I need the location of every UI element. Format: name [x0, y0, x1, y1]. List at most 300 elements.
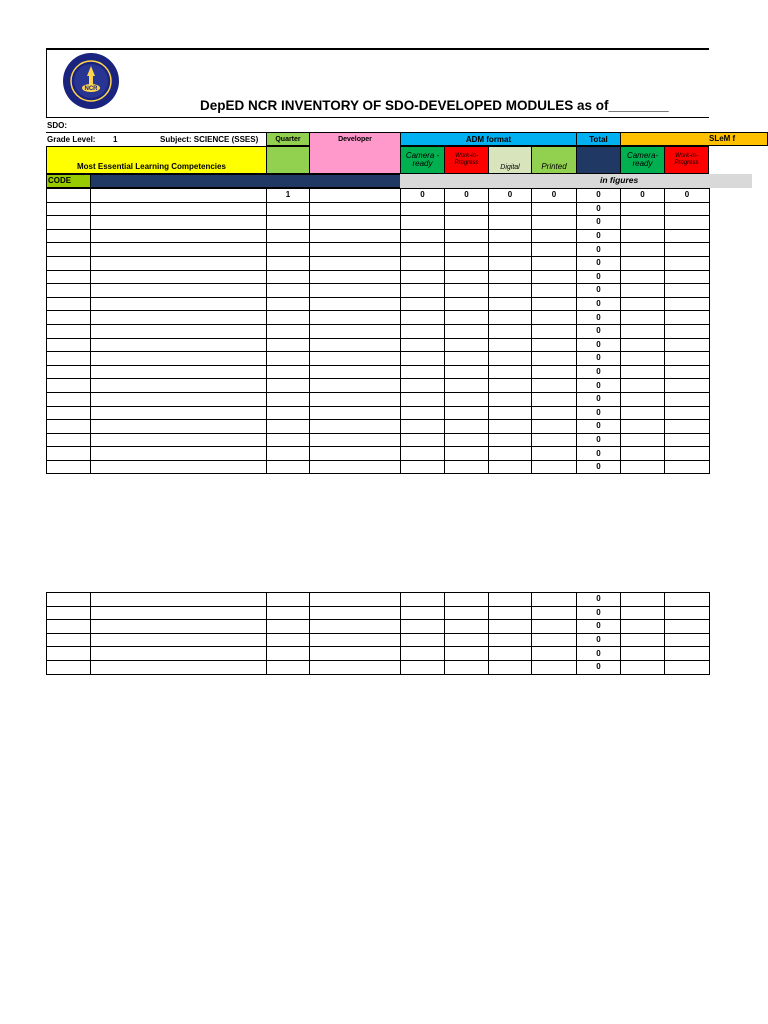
adm-digital-cell[interactable] [489, 284, 532, 298]
slem-wip-cell[interactable] [665, 633, 710, 647]
slem-camera-ready-cell[interactable]: 0 [621, 189, 665, 203]
code-cell[interactable] [47, 660, 91, 674]
developer-cell[interactable] [310, 324, 401, 338]
adm-digital-cell[interactable] [489, 660, 532, 674]
competency-cell[interactable] [91, 420, 267, 434]
adm-camera-ready-cell[interactable] [401, 392, 445, 406]
adm-printed-cell[interactable] [532, 338, 577, 352]
total-cell[interactable]: 0 [577, 606, 621, 620]
competency-cell[interactable] [91, 229, 267, 243]
slem-wip-cell[interactable] [665, 311, 710, 325]
slem-wip-cell[interactable] [665, 284, 710, 298]
adm-camera-ready-cell[interactable] [401, 433, 445, 447]
quarter-cell[interactable] [267, 593, 310, 607]
adm-camera-ready-cell[interactable] [401, 593, 445, 607]
slem-wip-cell[interactable] [665, 202, 710, 216]
quarter-cell[interactable]: 1 [267, 189, 310, 203]
developer-cell[interactable] [310, 606, 401, 620]
slem-wip-cell[interactable] [665, 338, 710, 352]
adm-printed-cell[interactable] [532, 433, 577, 447]
adm-digital-cell[interactable] [489, 324, 532, 338]
competency-cell[interactable] [91, 297, 267, 311]
adm-wip-cell[interactable] [445, 633, 489, 647]
code-cell[interactable] [47, 352, 91, 366]
quarter-cell[interactable] [267, 365, 310, 379]
quarter-cell[interactable] [267, 379, 310, 393]
adm-camera-ready-cell[interactable] [401, 202, 445, 216]
developer-cell[interactable] [310, 243, 401, 257]
adm-wip-cell[interactable] [445, 243, 489, 257]
slem-wip-cell[interactable] [665, 647, 710, 661]
competency-cell[interactable] [91, 433, 267, 447]
slem-camera-ready-cell[interactable] [621, 392, 665, 406]
developer-cell[interactable] [310, 352, 401, 366]
adm-digital-cell[interactable] [489, 633, 532, 647]
quarter-cell[interactable] [267, 447, 310, 461]
adm-wip-cell[interactable] [445, 620, 489, 634]
adm-digital-cell[interactable] [489, 606, 532, 620]
adm-camera-ready-cell[interactable] [401, 420, 445, 434]
slem-wip-cell[interactable] [665, 392, 710, 406]
slem-wip-cell[interactable] [665, 352, 710, 366]
competency-cell[interactable] [91, 365, 267, 379]
slem-camera-ready-cell[interactable] [621, 216, 665, 230]
adm-digital-cell[interactable] [489, 270, 532, 284]
adm-wip-cell[interactable] [445, 256, 489, 270]
quarter-cell[interactable] [267, 311, 310, 325]
total-cell[interactable]: 0 [577, 593, 621, 607]
adm-printed-cell[interactable] [532, 606, 577, 620]
total-cell[interactable]: 0 [577, 620, 621, 634]
adm-printed-cell[interactable] [532, 379, 577, 393]
adm-camera-ready-cell[interactable] [401, 620, 445, 634]
developer-cell[interactable] [310, 379, 401, 393]
adm-digital-cell[interactable] [489, 433, 532, 447]
slem-camera-ready-cell[interactable] [621, 433, 665, 447]
slem-camera-ready-cell[interactable] [621, 420, 665, 434]
slem-wip-cell[interactable]: 0 [665, 189, 710, 203]
adm-digital-cell[interactable] [489, 229, 532, 243]
adm-printed-cell[interactable] [532, 660, 577, 674]
total-cell[interactable]: 0 [577, 352, 621, 366]
total-cell[interactable]: 0 [577, 379, 621, 393]
slem-wip-cell[interactable] [665, 406, 710, 420]
adm-wip-cell[interactable] [445, 324, 489, 338]
adm-wip-cell[interactable] [445, 460, 489, 474]
slem-camera-ready-cell[interactable] [621, 647, 665, 661]
slem-wip-cell[interactable] [665, 420, 710, 434]
slem-wip-cell[interactable] [665, 433, 710, 447]
competency-cell[interactable] [91, 311, 267, 325]
code-cell[interactable] [47, 447, 91, 461]
slem-camera-ready-cell[interactable] [621, 338, 665, 352]
adm-wip-cell[interactable] [445, 647, 489, 661]
adm-wip-cell[interactable] [445, 606, 489, 620]
adm-camera-ready-cell[interactable] [401, 406, 445, 420]
competency-cell[interactable] [91, 633, 267, 647]
code-cell[interactable] [47, 202, 91, 216]
total-cell[interactable]: 0 [577, 447, 621, 461]
developer-cell[interactable] [310, 311, 401, 325]
adm-camera-ready-cell[interactable] [401, 284, 445, 298]
slem-wip-cell[interactable] [665, 660, 710, 674]
developer-cell[interactable] [310, 284, 401, 298]
quarter-cell[interactable] [267, 256, 310, 270]
adm-camera-ready-cell[interactable] [401, 633, 445, 647]
adm-printed-cell[interactable] [532, 620, 577, 634]
quarter-cell[interactable] [267, 324, 310, 338]
total-cell[interactable]: 0 [577, 365, 621, 379]
slem-camera-ready-cell[interactable] [621, 311, 665, 325]
code-cell[interactable] [47, 297, 91, 311]
total-cell[interactable]: 0 [577, 311, 621, 325]
quarter-cell[interactable] [267, 606, 310, 620]
adm-printed-cell[interactable] [532, 324, 577, 338]
adm-wip-cell[interactable] [445, 365, 489, 379]
slem-wip-cell[interactable] [665, 270, 710, 284]
total-cell[interactable]: 0 [577, 406, 621, 420]
adm-printed-cell[interactable] [532, 633, 577, 647]
slem-camera-ready-cell[interactable] [621, 202, 665, 216]
adm-wip-cell[interactable] [445, 406, 489, 420]
adm-printed-cell[interactable] [532, 270, 577, 284]
adm-wip-cell[interactable] [445, 297, 489, 311]
code-cell[interactable] [47, 606, 91, 620]
quarter-cell[interactable] [267, 660, 310, 674]
developer-cell[interactable] [310, 338, 401, 352]
code-cell[interactable] [47, 433, 91, 447]
quarter-cell[interactable] [267, 392, 310, 406]
adm-wip-cell[interactable] [445, 216, 489, 230]
total-cell[interactable]: 0 [577, 324, 621, 338]
slem-camera-ready-cell[interactable] [621, 606, 665, 620]
adm-digital-cell[interactable] [489, 338, 532, 352]
slem-camera-ready-cell[interactable] [621, 660, 665, 674]
adm-printed-cell[interactable] [532, 365, 577, 379]
developer-cell[interactable] [310, 647, 401, 661]
adm-camera-ready-cell[interactable] [401, 256, 445, 270]
slem-camera-ready-cell[interactable] [621, 297, 665, 311]
slem-camera-ready-cell[interactable] [621, 284, 665, 298]
competency-cell[interactable] [91, 379, 267, 393]
total-cell[interactable]: 0 [577, 338, 621, 352]
adm-printed-cell[interactable] [532, 406, 577, 420]
developer-cell[interactable] [310, 365, 401, 379]
adm-digital-cell[interactable] [489, 379, 532, 393]
adm-wip-cell[interactable] [445, 420, 489, 434]
quarter-cell[interactable] [267, 433, 310, 447]
quarter-cell[interactable] [267, 229, 310, 243]
competency-cell[interactable] [91, 620, 267, 634]
code-cell[interactable] [47, 647, 91, 661]
developer-cell[interactable] [310, 406, 401, 420]
competency-cell[interactable] [91, 243, 267, 257]
total-cell[interactable]: 0 [577, 647, 621, 661]
adm-printed-cell[interactable] [532, 243, 577, 257]
code-cell[interactable] [47, 189, 91, 203]
adm-camera-ready-cell[interactable] [401, 338, 445, 352]
code-cell[interactable] [47, 379, 91, 393]
slem-wip-cell[interactable] [665, 620, 710, 634]
slem-camera-ready-cell[interactable] [621, 365, 665, 379]
quarter-cell[interactable] [267, 620, 310, 634]
total-cell[interactable]: 0 [577, 243, 621, 257]
slem-camera-ready-cell[interactable] [621, 460, 665, 474]
adm-camera-ready-cell[interactable] [401, 660, 445, 674]
adm-digital-cell[interactable] [489, 352, 532, 366]
code-cell[interactable] [47, 392, 91, 406]
adm-printed-cell[interactable] [532, 229, 577, 243]
slem-camera-ready-cell[interactable] [621, 352, 665, 366]
adm-digital-cell[interactable] [489, 620, 532, 634]
competency-cell[interactable] [91, 338, 267, 352]
adm-camera-ready-cell[interactable] [401, 311, 445, 325]
competency-cell[interactable] [91, 647, 267, 661]
competency-cell[interactable] [91, 324, 267, 338]
slem-camera-ready-cell[interactable] [621, 379, 665, 393]
slem-camera-ready-cell[interactable] [621, 406, 665, 420]
adm-wip-cell[interactable] [445, 379, 489, 393]
adm-printed-cell[interactable] [532, 460, 577, 474]
adm-printed-cell[interactable] [532, 311, 577, 325]
competency-cell[interactable] [91, 593, 267, 607]
adm-wip-cell[interactable] [445, 284, 489, 298]
competency-cell[interactable] [91, 284, 267, 298]
quarter-cell[interactable] [267, 338, 310, 352]
adm-wip-cell[interactable] [445, 352, 489, 366]
adm-wip-cell[interactable] [445, 660, 489, 674]
adm-wip-cell[interactable] [445, 311, 489, 325]
developer-cell[interactable] [310, 447, 401, 461]
table-row [47, 256, 710, 270]
code-cell[interactable] [47, 284, 91, 298]
adm-printed-cell[interactable] [532, 256, 577, 270]
slem-wip-cell[interactable] [665, 447, 710, 461]
adm-digital-cell[interactable] [489, 365, 532, 379]
code-cell[interactable] [47, 593, 91, 607]
adm-digital-cell[interactable] [489, 256, 532, 270]
adm-printed-cell[interactable] [532, 593, 577, 607]
total-cell[interactable]: 0 [577, 189, 621, 203]
adm-wip-cell[interactable] [445, 593, 489, 607]
quarter-cell[interactable] [267, 352, 310, 366]
adm-digital-cell[interactable] [489, 420, 532, 434]
adm-camera-ready-cell[interactable] [401, 243, 445, 257]
slem-camera-ready-cell[interactable] [621, 243, 665, 257]
quarter-cell[interactable] [267, 284, 310, 298]
total-cell[interactable]: 0 [577, 216, 621, 230]
competency-cell[interactable] [91, 406, 267, 420]
adm-printed-cell[interactable] [532, 284, 577, 298]
adm-printed-cell[interactable] [532, 352, 577, 366]
adm-wip-cell[interactable]: 0 [445, 189, 489, 203]
adm-camera-ready-cell[interactable] [401, 606, 445, 620]
code-cell[interactable] [47, 620, 91, 634]
developer-cell[interactable] [310, 620, 401, 634]
slem-wip-cell[interactable] [665, 216, 710, 230]
competency-cell[interactable] [91, 189, 267, 203]
total-cell[interactable]: 0 [577, 202, 621, 216]
quarter-cell[interactable] [267, 216, 310, 230]
total-cell[interactable]: 0 [577, 284, 621, 298]
adm-camera-ready-cell[interactable] [401, 460, 445, 474]
adm-digital-cell[interactable] [489, 406, 532, 420]
slem-camera-ready-cell[interactable] [621, 620, 665, 634]
adm-wip-cell[interactable] [445, 202, 489, 216]
code-cell[interactable] [47, 460, 91, 474]
quarter-cell[interactable] [267, 647, 310, 661]
slem-wip-cell[interactable] [665, 324, 710, 338]
code-cell[interactable] [47, 256, 91, 270]
slem-wip-cell[interactable] [665, 229, 710, 243]
code-cell[interactable] [47, 229, 91, 243]
adm-printed-cell[interactable] [532, 447, 577, 461]
adm-wip-cell[interactable] [445, 392, 489, 406]
adm-digital-cell[interactable]: 0 [489, 189, 532, 203]
total-cell[interactable]: 0 [577, 433, 621, 447]
adm-digital-cell[interactable] [489, 593, 532, 607]
competency-cell[interactable] [91, 202, 267, 216]
developer-cell[interactable] [310, 229, 401, 243]
code-cell[interactable] [47, 365, 91, 379]
developer-cell[interactable] [310, 460, 401, 474]
adm-camera-ready-cell[interactable] [401, 297, 445, 311]
adm-printed-cell[interactable] [532, 420, 577, 434]
code-cell[interactable] [47, 324, 91, 338]
total-cell[interactable]: 0 [577, 460, 621, 474]
adm-digital-cell[interactable] [489, 243, 532, 257]
adm-camera-ready-cell[interactable] [401, 447, 445, 461]
adm-digital-cell[interactable] [489, 216, 532, 230]
slem-camera-ready-cell[interactable] [621, 229, 665, 243]
adm-printed-cell[interactable] [532, 202, 577, 216]
slem-wip-cell[interactable] [665, 365, 710, 379]
adm-camera-ready-cell[interactable] [401, 216, 445, 230]
competency-cell[interactable] [91, 392, 267, 406]
competency-cell[interactable] [91, 256, 267, 270]
total-cell[interactable]: 0 [577, 256, 621, 270]
developer-cell[interactable] [310, 202, 401, 216]
slem-wip-cell[interactable] [665, 297, 710, 311]
adm-printed-cell[interactable]: 0 [532, 189, 577, 203]
adm-digital-cell[interactable] [489, 202, 532, 216]
slem-wip-cell[interactable] [665, 460, 710, 474]
slem-camera-ready-cell[interactable] [621, 324, 665, 338]
adm-camera-ready-cell[interactable] [401, 324, 445, 338]
code-cell[interactable] [47, 420, 91, 434]
quarter-cell[interactable] [267, 420, 310, 434]
adm-wip-cell[interactable] [445, 229, 489, 243]
slem-camera-ready-cell[interactable] [621, 270, 665, 284]
developer-cell[interactable] [310, 593, 401, 607]
competency-cell[interactable] [91, 216, 267, 230]
competency-cell[interactable] [91, 660, 267, 674]
adm-camera-ready-cell[interactable] [401, 365, 445, 379]
slem-camera-ready-cell[interactable] [621, 633, 665, 647]
slem-wip-cell[interactable] [665, 379, 710, 393]
developer-cell[interactable] [310, 392, 401, 406]
code-cell[interactable] [47, 338, 91, 352]
total-cell[interactable]: 0 [577, 633, 621, 647]
total-cell[interactable]: 0 [577, 229, 621, 243]
total-cell[interactable]: 0 [577, 297, 621, 311]
quarter-cell[interactable] [267, 202, 310, 216]
quarter-cell[interactable] [267, 243, 310, 257]
developer-cell[interactable] [310, 189, 401, 203]
slem-camera-ready-cell[interactable] [621, 256, 665, 270]
developer-cell[interactable] [310, 660, 401, 674]
developer-cell[interactable] [310, 433, 401, 447]
sdo-row-line [46, 132, 266, 133]
developer-cell[interactable] [310, 633, 401, 647]
slem-camera-ready-cell[interactable] [621, 593, 665, 607]
quarter-cell[interactable] [267, 297, 310, 311]
adm-wip-cell[interactable] [445, 433, 489, 447]
adm-digital-cell[interactable] [489, 392, 532, 406]
adm-wip-cell[interactable] [445, 338, 489, 352]
code-cell[interactable] [47, 216, 91, 230]
code-cell[interactable] [47, 270, 91, 284]
competency-cell[interactable] [91, 352, 267, 366]
quarter-cell[interactable] [267, 406, 310, 420]
slem-wip-cell[interactable] [665, 243, 710, 257]
slem-wip-cell[interactable] [665, 606, 710, 620]
adm-camera-ready-cell[interactable] [401, 352, 445, 366]
adm-camera-ready-cell[interactable] [401, 647, 445, 661]
slem-wip-cell[interactable] [665, 593, 710, 607]
code-cell[interactable] [47, 311, 91, 325]
total-cell[interactable]: 0 [577, 392, 621, 406]
adm-wip-cell[interactable] [445, 447, 489, 461]
competency-cell[interactable] [91, 460, 267, 474]
quarter-cell[interactable] [267, 270, 310, 284]
code-cell[interactable] [47, 243, 91, 257]
developer-cell[interactable] [310, 420, 401, 434]
competency-cell[interactable] [91, 447, 267, 461]
total-cell[interactable]: 0 [577, 420, 621, 434]
adm-camera-ready-cell[interactable]: 0 [401, 189, 445, 203]
adm-digital-cell[interactable] [489, 311, 532, 325]
adm-camera-ready-cell[interactable] [401, 379, 445, 393]
adm-digital-cell[interactable] [489, 460, 532, 474]
slem-wip-cell[interactable] [665, 256, 710, 270]
adm-digital-cell[interactable] [489, 447, 532, 461]
competency-cell[interactable] [91, 606, 267, 620]
developer-cell[interactable] [310, 216, 401, 230]
adm-digital-cell[interactable] [489, 297, 532, 311]
adm-camera-ready-cell[interactable] [401, 229, 445, 243]
competency-cell[interactable] [91, 270, 267, 284]
developer-cell[interactable] [310, 270, 401, 284]
developer-cell[interactable] [310, 256, 401, 270]
adm-camera-ready-cell[interactable] [401, 270, 445, 284]
quarter-cell[interactable] [267, 633, 310, 647]
adm-printed-cell[interactable] [532, 392, 577, 406]
code-label: CODE [48, 176, 72, 185]
slem-camera-ready-cell[interactable] [621, 447, 665, 461]
developer-cell[interactable] [310, 297, 401, 311]
code-cell[interactable] [47, 406, 91, 420]
adm-printed-cell[interactable] [532, 216, 577, 230]
adm-wip-cell[interactable] [445, 270, 489, 284]
adm-digital-cell[interactable] [489, 647, 532, 661]
total-cell[interactable]: 0 [577, 660, 621, 674]
quarter-cell[interactable] [267, 460, 310, 474]
adm-printed-cell[interactable] [532, 647, 577, 661]
total-cell[interactable]: 0 [577, 270, 621, 284]
adm-printed-cell[interactable] [532, 297, 577, 311]
code-cell[interactable] [47, 633, 91, 647]
